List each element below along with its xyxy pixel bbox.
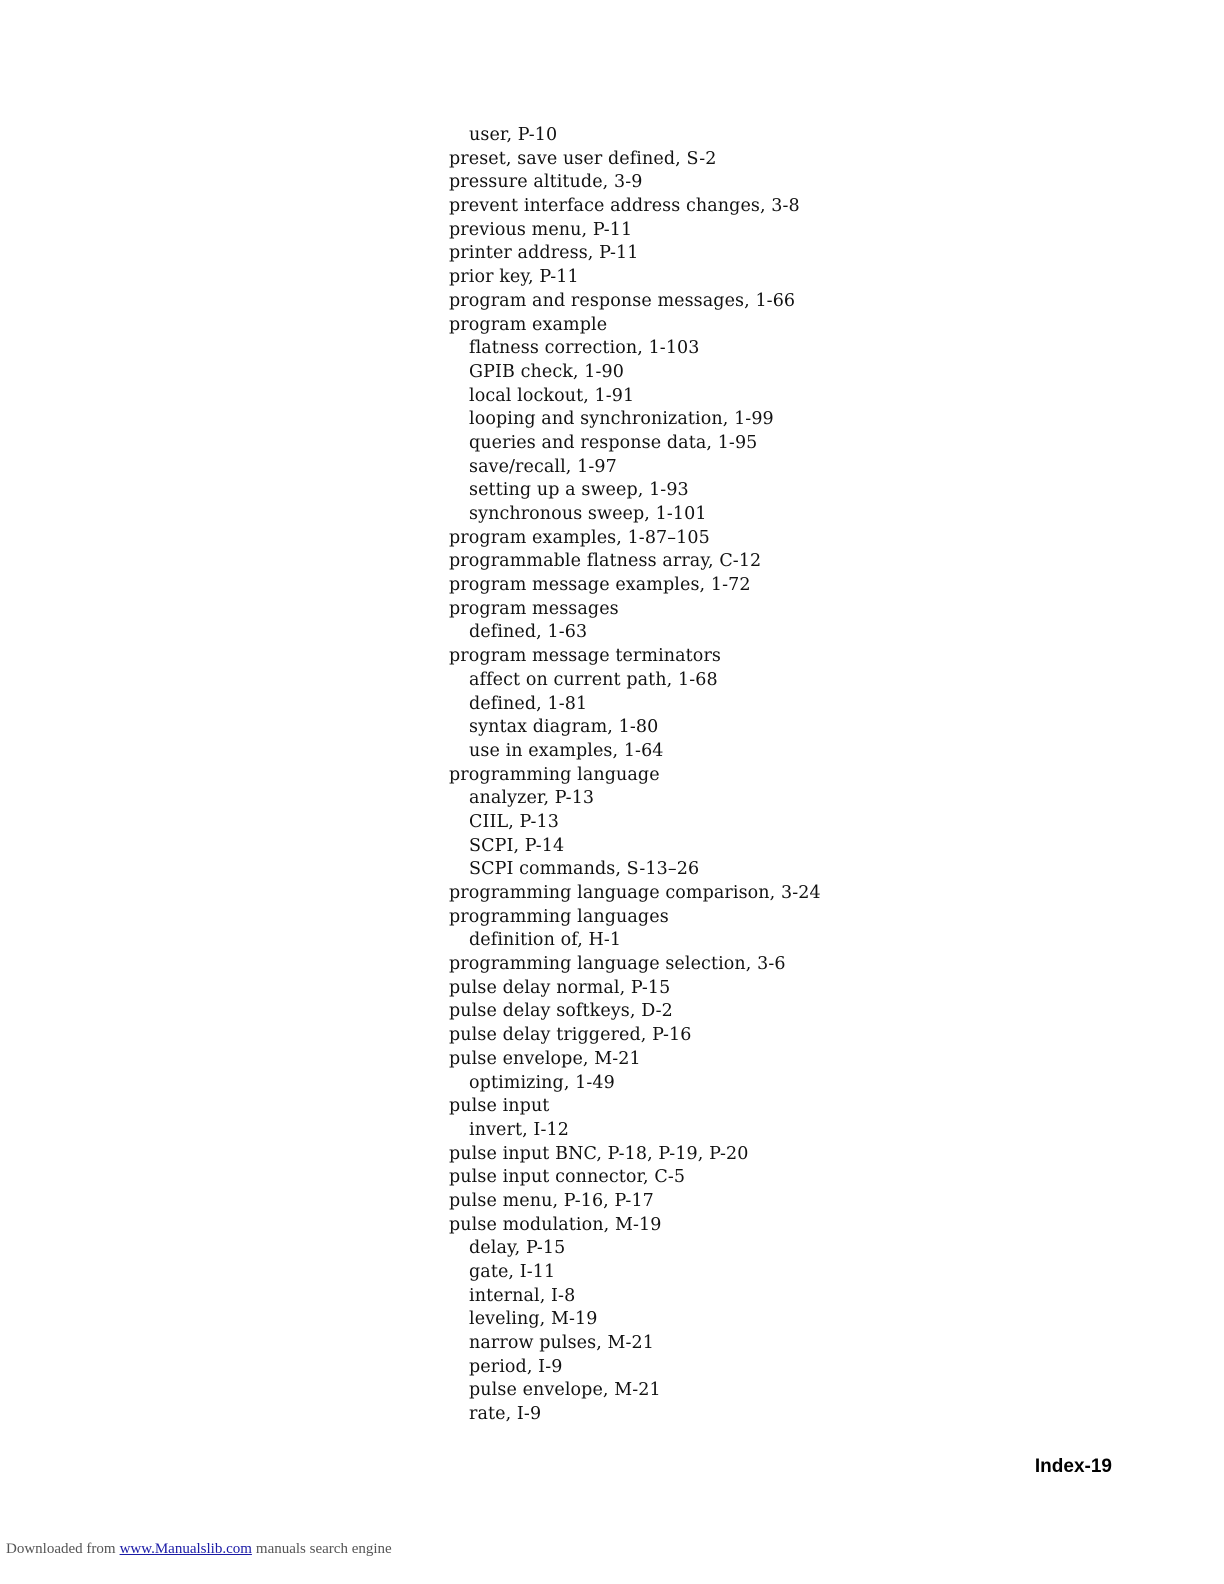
index-entry: pulse input	[449, 1096, 550, 1117]
page-number: Index-19	[1034, 1456, 1112, 1477]
index-subentry: analyzer, P-13	[469, 788, 595, 809]
index-subentry: delay, P-15	[469, 1238, 566, 1259]
index-subentry: flatness correction, 1-103	[469, 338, 700, 359]
index-entry: programming languages	[449, 906, 669, 927]
index-entry: program example	[449, 314, 608, 335]
index-entry: prior key, P-11	[449, 267, 579, 288]
index-subentry: invert, I-12	[469, 1119, 569, 1140]
index-subentry: syntax diagram, 1-80	[469, 717, 659, 738]
index-entry: printer address, P-11	[449, 243, 639, 264]
index-entry: pulse delay normal, P-15	[449, 977, 671, 998]
index-subentry: SCPI commands, S-13–26	[469, 859, 700, 880]
index-subentry: internal, I-8	[469, 1285, 576, 1306]
index-subentry: pulse envelope, M-21	[469, 1380, 661, 1401]
index-entry: previous menu, P-11	[449, 219, 633, 240]
index-subentry: queries and response data, 1-95	[469, 432, 758, 453]
index-subentry: period, I-9	[469, 1356, 563, 1377]
footer-prefix: Downloaded from	[6, 1541, 116, 1557]
index-entry: pulse input BNC, P-18, P-19, P-20	[449, 1143, 749, 1164]
index-entry: pulse envelope, M-21	[449, 1048, 641, 1069]
index-entry: programming language	[449, 764, 660, 785]
index-subentry: rate, I-9	[469, 1404, 542, 1425]
index-subentry: narrow pulses, M-21	[469, 1333, 655, 1354]
index-entry: program message terminators	[449, 646, 721, 667]
index-subentry: optimizing, 1-49	[469, 1072, 615, 1093]
index-subentry: user, P-10	[469, 125, 558, 145]
index-entry: pulse modulation, M-19	[449, 1214, 662, 1235]
index-subentry: use in examples, 1-64	[469, 740, 664, 761]
download-footer	[6, 1541, 392, 1558]
index-entry: programmable flatness array, C-12	[449, 551, 762, 572]
index-subentry: definition of, H-1	[469, 930, 622, 951]
index-entry: program messages	[449, 598, 619, 619]
index-entry: preset, save user defined, S-2	[449, 148, 717, 169]
index-entry: pulse delay triggered, P-16	[449, 1025, 692, 1046]
index-entry: pressure altitude, 3-9	[449, 172, 643, 193]
index-subentry: GPIB check, 1-90	[469, 361, 624, 382]
index-entry: pulse menu, P-16, P-17	[449, 1190, 654, 1211]
index-subentry: defined, 1-81	[469, 693, 588, 714]
index-entry: programming language comparison, 3-24	[449, 883, 821, 903]
index-subentry: defined, 1-63	[469, 622, 588, 643]
index-subentry: looping and synchronization, 1-99	[469, 409, 774, 430]
index-subentry: synchronous sweep, 1-101	[469, 504, 707, 524]
index-subentry: leveling, M-19	[469, 1309, 598, 1330]
index-subentry: gate, I-11	[469, 1262, 556, 1282]
index-subentry: save/recall, 1-97	[469, 456, 617, 477]
index-entry: program examples, 1-87–105	[449, 527, 710, 548]
footer-suffix: manuals search engine	[255, 1541, 392, 1557]
index-subentry: affect on current path, 1-68	[469, 669, 718, 690]
index-subentry: CIIL, P-13	[469, 811, 559, 832]
index-subentry: SCPI, P-14	[469, 835, 565, 856]
index-entry: pulse input connector, C-5	[449, 1167, 686, 1188]
index-list	[449, 124, 821, 1427]
index-entry: programming language selection, 3-6	[449, 954, 786, 975]
index-entry: program message examples, 1-72	[449, 575, 751, 596]
index-entry: program and response messages, 1-66	[449, 290, 796, 311]
index-entry: pulse delay softkeys, D-2	[449, 1001, 673, 1022]
index-entry: prevent interface address changes, 3-8	[449, 196, 800, 217]
manualslib-link[interactable]: www.Manualslib.com	[119, 1541, 252, 1557]
index-subentry: local lockout, 1-91	[469, 385, 635, 406]
index-subentry: setting up a sweep, 1-93	[469, 480, 689, 501]
